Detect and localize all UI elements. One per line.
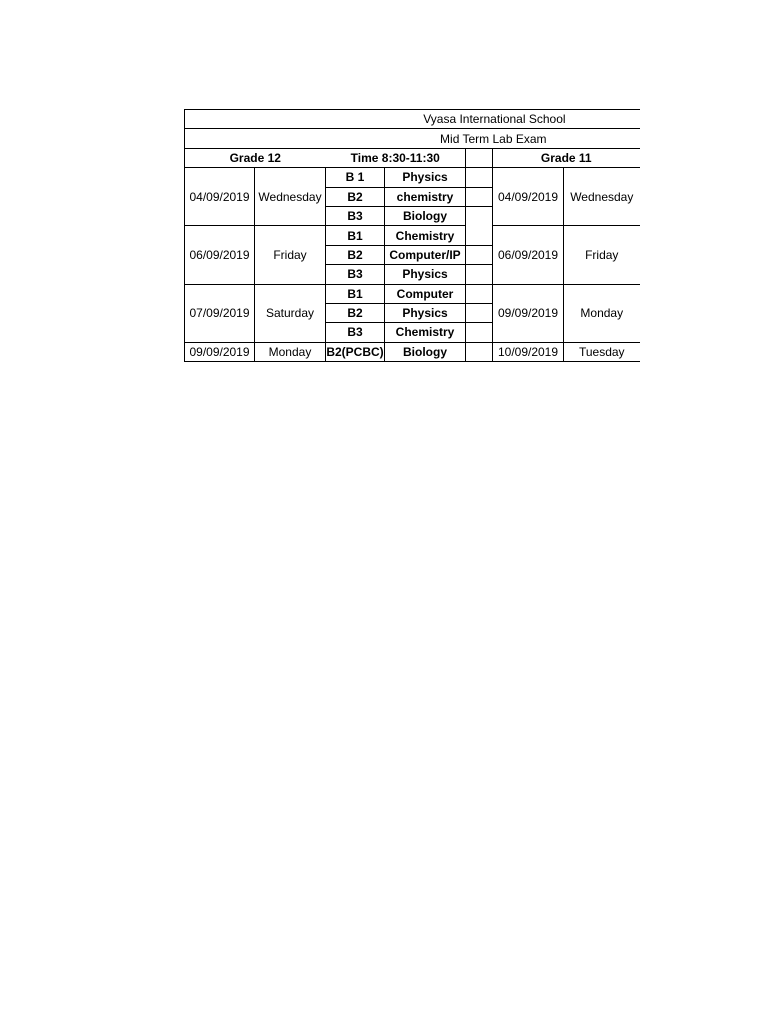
batch-cell: B2 [326, 245, 385, 264]
table-row [185, 226, 640, 245]
time-header: Time 8:30-11:30 [326, 148, 466, 167]
table-row [185, 284, 640, 303]
grade11-header: Grade 11 [493, 148, 640, 167]
table-row [185, 168, 640, 187]
grade11-day: Friday [564, 226, 640, 284]
batch-cell: B2(PCBC) [326, 342, 385, 361]
grade11-day: Wednesday [564, 168, 640, 226]
spacer-cell [466, 206, 493, 225]
table-row [185, 342, 640, 361]
grade12-day: Saturday [255, 284, 326, 342]
spacer-cell [466, 148, 493, 167]
grade12-date: 07/09/2019 [185, 284, 255, 342]
spacer-cell [466, 245, 493, 264]
spacer-cell [466, 284, 493, 303]
spacer-cell [466, 226, 493, 245]
subject-cell: Physics [385, 265, 466, 284]
subject-cell: Computer [385, 284, 466, 303]
batch-cell: B1 [326, 284, 385, 303]
spacer-cell [466, 187, 493, 206]
batch-cell: B3 [326, 323, 385, 342]
batch-cell: B3 [326, 265, 385, 284]
spacer-cell [466, 168, 493, 187]
subject-cell: Biology [385, 206, 466, 225]
batch-cell: B2 [326, 187, 385, 206]
grade12-day: Friday [255, 226, 326, 284]
school-name: Vyasa International School [185, 110, 640, 129]
batch-cell: B2 [326, 303, 385, 322]
grade12-day: Wednesday [255, 168, 326, 226]
subject-cell: Chemistry [385, 323, 466, 342]
grade12-day: Monday [255, 342, 326, 361]
spacer-cell [466, 342, 493, 361]
subject-cell: Physics [385, 168, 466, 187]
subject-cell: chemistry [385, 187, 466, 206]
grade12-date: 09/09/2019 [185, 342, 255, 361]
exam-schedule-sheet [184, 109, 639, 362]
spacer-cell [466, 303, 493, 322]
subject-cell: Chemistry [385, 226, 466, 245]
subject-cell: Biology [385, 342, 466, 361]
exam-schedule-table [184, 109, 640, 362]
grade11-date: 09/09/2019 [493, 284, 564, 342]
exam-name: Mid Term Lab Exam [185, 129, 640, 148]
grade11-day: Monday [564, 284, 640, 342]
grade11-date: 04/09/2019 [493, 168, 564, 226]
grade11-day: Tuesday [564, 342, 640, 361]
title-row [185, 110, 640, 129]
grade11-date: 06/09/2019 [493, 226, 564, 284]
grade12-date: 04/09/2019 [185, 168, 255, 226]
subject-cell: Physics [385, 303, 466, 322]
grade12-header: Grade 12 [185, 148, 326, 167]
batch-cell: B1 [326, 226, 385, 245]
grade-header-row [185, 148, 640, 167]
subtitle-row [185, 129, 640, 148]
grade11-date: 10/09/2019 [493, 342, 564, 361]
spacer-cell [466, 323, 493, 342]
subject-cell: Computer/IP [385, 245, 466, 264]
batch-cell: B3 [326, 206, 385, 225]
spacer-cell [466, 265, 493, 284]
batch-cell: B 1 [326, 168, 385, 187]
grade12-date: 06/09/2019 [185, 226, 255, 284]
